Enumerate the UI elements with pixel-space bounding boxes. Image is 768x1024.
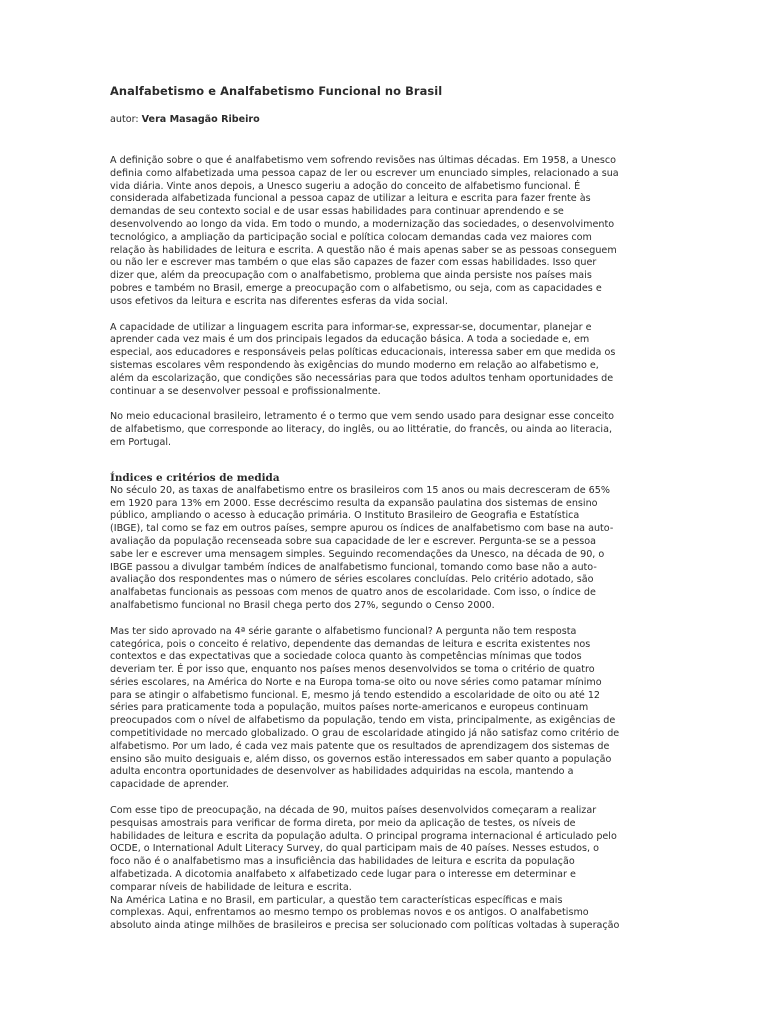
text-line: foco não é o analfabetismo mas a insuficiência das habilidades de leitura e escrita da população (110, 856, 575, 868)
author-label: autor: (110, 114, 142, 125)
text-line: avaliação dos respondentes mas o número de séries escolares concluídas. Pelo critério adotado, são (110, 574, 594, 586)
text-line: além da escolarização, que condições são necessárias para que todos adultos tenham oportunidades de (110, 372, 614, 384)
text-line: Mas ter sido aprovado na 4ª série garante o alfabetismo funcional? A pergunta não tem resposta (110, 625, 577, 637)
section-heading: Índices e critérios de medida (110, 471, 280, 484)
text-line: sistemas escolares vêm respondendo às exigências do mundo moderno em relação ao alfabetismo e, (110, 359, 599, 371)
text-line: especial, aos educadores e responsáveis pelas políticas educacionais, interessa saber em que medida os (110, 347, 616, 359)
text-line: habilidades de leitura e escrita da população adulta. O principal programa internacional é articulado pelo (110, 830, 617, 842)
text-line: OCDE, o International Adult Literacy Survey, do qual participam mais de 40 países. Nesses estudos, o (110, 843, 599, 855)
text-line: analfabetismo funcional no Brasil chega perto dos 27%, segundo o Censo 2000. (110, 599, 495, 611)
text-line: em 1920 para 13% em 2000. Esse decréscimo resulta da expansão paulatina dos sistemas de ensino (110, 497, 598, 509)
text-line: desenvolvendo ao longo da vida. Em todo o mundo, a modernização das sociedades, o desenvolvimento (110, 218, 615, 230)
text-line: aprender cada vez mais é um dos principais legados da educação básica. A toda a sociedade e, em (110, 334, 590, 346)
paragraph-1 (110, 155, 658, 309)
text-line: adulta encontra oportunidades de desenvolver as habilidades adquiridas na escola, mantendo a (110, 766, 574, 778)
text-line: público, ampliando o acesso à educação primária. O Instituto Brasileiro de Geografia e Estatística (110, 510, 580, 522)
author-name: Vera Masagão Ribeiro (141, 114, 260, 125)
text-line: A capacidade de utilizar a linguagem escrita para informar-se, expressar-se, documentar, planejar e (110, 321, 592, 333)
document-title: Analfabetismo e Analfabetismo Funcional no Brasil (110, 84, 443, 98)
text-line: alfabetismo. Por um lado, é cada vez mais patente que os resultados de aprendizagem dos sistemas de (110, 740, 610, 752)
text-line: categórica, pois o conceito é relativo, dependente das demandas de leitura e escrita existentes nos (110, 638, 591, 650)
text-line: ou não ler e escrever mas também o que elas são capazes de fazer com essas habilidades. Isso quer (110, 257, 597, 269)
text-line: considerada alfabetizada funcional a pessoa capaz de utilizar a leitura e escrita para fazer frente às (110, 193, 591, 205)
document-page (110, 84, 658, 933)
text-line: pobres e também no Brasil, emerge a preocupação com o alfabetismo, ou seja, com as capacidades e (110, 282, 602, 294)
text-line: avaliação da população recenseada sobre sua capacidade de ler e escrever. Pergunta-se se a pessoa (110, 535, 597, 547)
text-line: Com esse tipo de preocupação, na década de 90, muitos países desenvolvidos começaram a realizar (110, 805, 597, 817)
text-line: preocupados com o nível de alfabetismo da população, tendo em vista, principalmente, as exigências de (110, 715, 616, 727)
text-line: séries para praticamente toda a população, muitos países norte-americanos e europeus continuam (110, 702, 589, 714)
text-line: comparar níveis de habilidade de leitura e escrita. (110, 881, 352, 893)
text-line: usos efetivos da leitura e escrita nas diferentes esferas da vida social. (110, 295, 448, 307)
text-line: IBGE passou a divulgar também índices de analfabetismo funcional, tomando como base não a auto- (110, 561, 597, 573)
text-line: relação às habilidades de leitura e escrita. A questão não é mais apenas saber se as pessoas conseguem (110, 244, 617, 256)
paragraph-2 (110, 322, 658, 399)
text-line: de alfabetismo, que corresponde ao literacy, do inglês, ou ao littératie, do francês, ou ainda ao literacia, (110, 424, 613, 436)
text-line: A definição sobre o que é analfabetismo vem sofrendo revisões nas últimas décadas. Em 1958, a Unesco (110, 155, 616, 166)
text-line: absoluto ainda atinge milhões de brasileiros e precisa ser solucionado com políticas voltadas à superação (110, 920, 620, 932)
text-line: sabe ler e escrever uma mensagem simples. Seguindo recomendações da Unesco, na década de 90, o (110, 548, 605, 560)
text-line: contextos e das expectativas que a sociedade coloca quanto às competências mínimas que todos (110, 651, 582, 663)
text-line: em Portugal. (110, 436, 172, 448)
text-line: Na América Latina e no Brasil, em particular, a questão tem características específicas e mais (110, 894, 563, 906)
text-line: vida diária. Vinte anos depois, a Unesco sugeriu a adoção do conceito de alfabetismo funcional. É (110, 180, 581, 192)
text-line: competitividade no mercado globalizado. O grau de escolaridade atingido já não satisfaz como critério de (110, 728, 620, 740)
section-paragraph-2 (110, 626, 658, 792)
section-paragraph-3 (110, 805, 658, 933)
text-line: alfabetizada. A dicotomia analfabeto x alfabetizado cede lugar para o interesse em determinar e (110, 869, 576, 881)
text-line: pesquisas amostrais para verificar de forma direta, por meio da aplicação de testes, os níveis de (110, 817, 576, 829)
text-line: continuar a se desenvolver pessoal e profissionalmente. (110, 385, 381, 397)
text-line: No meio educacional brasileiro, letramento é o termo que vem sendo usado para designar esse conceito (110, 411, 615, 423)
text-line: dizer que, além da preocupação com o analfabetismo, problema que ainda persiste nos países mais (110, 270, 592, 282)
text-line: séries escolares, na América do Norte e na Europa toma-se oito ou nove séries como patamar mínimo (110, 676, 602, 688)
text-line: definia como alfabetizada uma pessoa capaz de ler ou escrever um enunciado simples, relacionado a sua (110, 167, 619, 179)
text-line: capacidade de aprender. (110, 779, 229, 791)
text-line: No século 20, as taxas de analfabetismo entre os brasileiros com 15 anos ou mais decresceram de 65% (110, 484, 610, 496)
text-line: analfabetas funcionais as pessoas com menos de quatro anos de escolaridade. Com isso, o índice de (110, 587, 596, 599)
text-line: complexas. Aqui, enfrentamos ao mesmo tempo os problemas novos e os antigos. O analfabetismo (110, 907, 589, 919)
text-line: deveriam ter. É por isso que, enquanto nos países menos desenvolvidos se toma o critério de quatro (110, 664, 595, 676)
text-line: tecnológico, a ampliação da participação social e política colocam demandas cada vez maiores com (110, 231, 592, 243)
paragraph-3 (110, 411, 658, 449)
text-line: demandas de seu contexto social e de usar essas habilidades para continuar aprendendo e se (110, 206, 564, 218)
section-paragraph-1 (110, 485, 658, 613)
text-line: ensino são muito desiguais e, além disso, os governos estão interessados em saber quanto a população (110, 753, 612, 765)
text-line: (IBGE), tal como se faz em outros países, sempre apurou os índices de analfabetismo com base na auto- (110, 523, 614, 535)
author-line (110, 114, 658, 125)
text-line: para se atingir o alfabetismo funcional. E, mesmo já tendo estendido a escolaridade de oito ou até 12 (110, 689, 601, 701)
